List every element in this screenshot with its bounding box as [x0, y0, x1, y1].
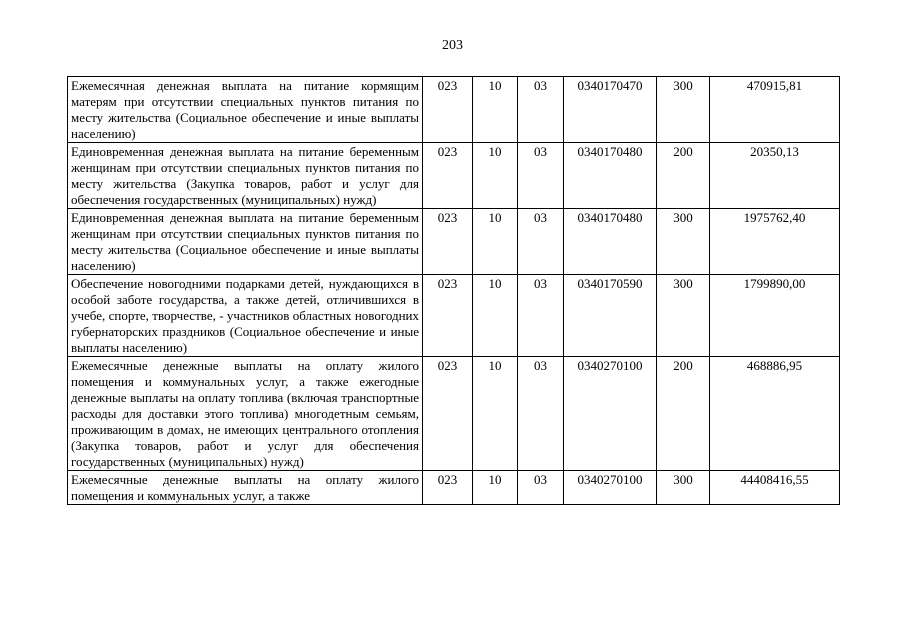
- subsection-code: 03: [518, 471, 564, 505]
- target-article-code: 0340170470: [564, 77, 657, 143]
- table-row: [68, 77, 840, 143]
- target-article-code: 0340270100: [564, 357, 657, 471]
- table-row: [68, 143, 840, 209]
- row-description: Обеспечение новогодними подарками детей, нуждающихся в особой заботе государства, а также детей, отличившихся в учебе, спорте, творчестве, - участников областных новогодних губернаторских праздников (Социальное обеспечение и иные выплаты населению): [68, 275, 423, 357]
- target-article-code: 0340170480: [564, 209, 657, 275]
- table-row: [68, 275, 840, 357]
- page-number: 203: [442, 38, 463, 53]
- amount: 468886,95: [710, 357, 840, 471]
- ministry-code: 023: [423, 471, 473, 505]
- amount: 470915,81: [710, 77, 840, 143]
- ministry-code: 023: [423, 275, 473, 357]
- table-row: [68, 471, 840, 505]
- amount: 1975762,40: [710, 209, 840, 275]
- row-description: Единовременная денежная выплата на питание беременным женщинам при отсутствии специальных пунктов питания по месту жительства (Закупка товаров, работ и услуг для обеспечения государственных (муниципальных) нужд): [68, 143, 423, 209]
- ministry-code: 023: [423, 357, 473, 471]
- subsection-code: 03: [518, 357, 564, 471]
- row-description: Ежемесячные денежные выплаты на оплату жилого помещения и коммунальных услуг, а также ежегодные денежные выплаты на оплату топлива (включая транспортные расходы для доставки этого топлива) многодетным семьям, проживающим в домах, не имеющих центрального отопления (Закупка товаров, работ и услуг для обеспечения государственных (муниципальных) нужд): [68, 357, 423, 471]
- ministry-code: 023: [423, 143, 473, 209]
- row-description: Ежемесячные денежные выплаты на оплату жилого помещения и коммунальных услуг, а также: [68, 471, 423, 505]
- expense-type-code: 300: [657, 275, 710, 357]
- table-row: [68, 357, 840, 471]
- section-code: 10: [473, 275, 518, 357]
- section-code: 10: [473, 209, 518, 275]
- ministry-code: 023: [423, 77, 473, 143]
- amount: 44408416,55: [710, 471, 840, 505]
- subsection-code: 03: [518, 143, 564, 209]
- target-article-code: 0340170590: [564, 275, 657, 357]
- section-code: 10: [473, 143, 518, 209]
- target-article-code: 0340170480: [564, 143, 657, 209]
- ministry-code: 023: [423, 209, 473, 275]
- section-code: 10: [473, 357, 518, 471]
- amount: 20350,13: [710, 143, 840, 209]
- table-row: [68, 209, 840, 275]
- expense-type-code: 200: [657, 357, 710, 471]
- subsection-code: 03: [518, 77, 564, 143]
- expense-type-code: 300: [657, 209, 710, 275]
- expense-type-code: 300: [657, 471, 710, 505]
- subsection-code: 03: [518, 275, 564, 357]
- amount: 1799890,00: [710, 275, 840, 357]
- target-article-code: 0340270100: [564, 471, 657, 505]
- row-description: Ежемесячная денежная выплата на питание кормящим матерям при отсутствии специальных пунктов питания по месту жительства (Социальное обеспечение и иные выплаты населению): [68, 77, 423, 143]
- expense-type-code: 300: [657, 77, 710, 143]
- subsection-code: 03: [518, 209, 564, 275]
- budget-table: [67, 76, 840, 505]
- section-code: 10: [473, 471, 518, 505]
- expense-type-code: 200: [657, 143, 710, 209]
- row-description: Единовременная денежная выплата на питание беременным женщинам при отсутствии специальных пунктов питания по месту жительства (Социальное обеспечение и иные выплаты населению): [68, 209, 423, 275]
- section-code: 10: [473, 77, 518, 143]
